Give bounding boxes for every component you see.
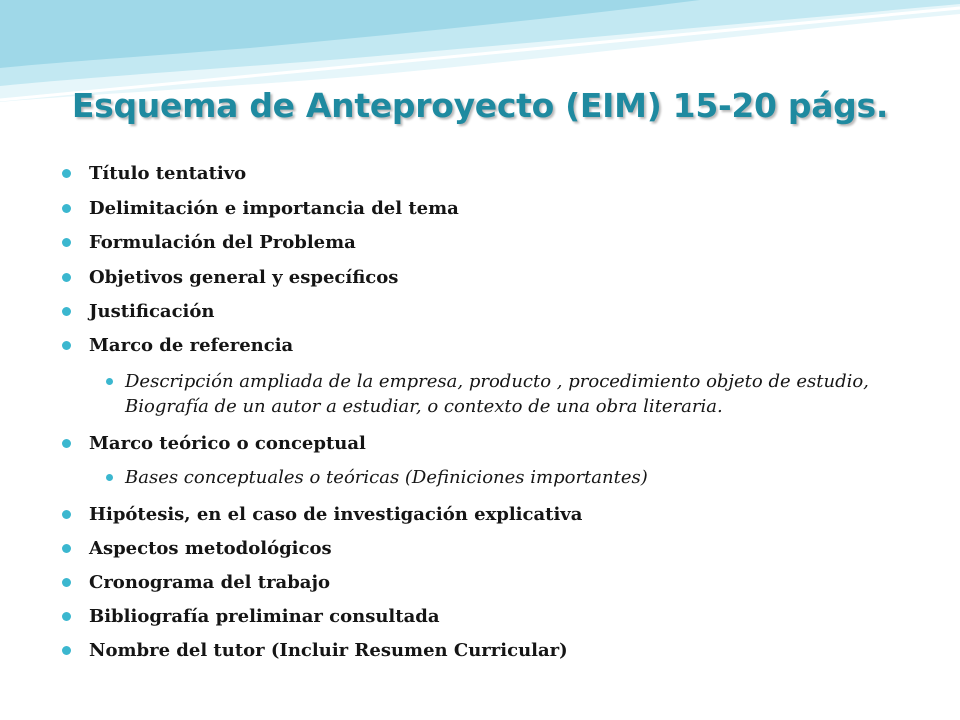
bullet-item: Aspectos metodológicos <box>89 536 889 561</box>
slide-title: Esquema de Anteproyecto (EIM) 15-20 págs. <box>71 86 889 125</box>
bullet-item: Nombre del tutor (Incluir Resumen Curricular) <box>89 638 889 663</box>
bullet-item: Marco teórico o conceptual <box>89 431 889 456</box>
bullet-dot-icon <box>62 341 71 350</box>
bullet-dot-icon <box>62 612 71 621</box>
sub-bullet-dot-icon <box>106 474 113 481</box>
bullet-dot-icon <box>62 544 71 553</box>
bullet-item: Delimitación e importancia del tema <box>89 196 889 221</box>
bullet-item: Marco de referencia <box>89 333 889 358</box>
bullet-dot-icon <box>62 439 71 448</box>
bullet-dot-icon <box>62 204 71 213</box>
bullet-dot-icon <box>62 646 71 655</box>
sub-bullet-item: Bases conceptuales o teóricas (Definiciones importantes) <box>125 465 895 490</box>
bullet-item: Bibliografía preliminar consultada <box>89 604 889 629</box>
bullet-dot-icon <box>62 578 71 587</box>
sub-bullet-dot-icon <box>106 378 113 385</box>
bullet-item: Cronograma del trabajo <box>89 570 889 595</box>
bullet-item: Justificación <box>89 299 889 324</box>
bullet-dot-icon <box>62 238 71 247</box>
bullet-item: Formulación del Problema <box>89 230 889 255</box>
bullet-dot-icon <box>62 273 71 282</box>
sub-bullet-item: Descripción ampliada de la empresa, producto , procedimiento objeto de estudio, Biografía de un autor a estudiar, o contexto de una obra literaria. <box>125 369 895 419</box>
bullet-item: Objetivos general y específicos <box>89 265 889 290</box>
bullet-dot-icon <box>62 307 71 316</box>
bullet-dot-icon <box>62 510 71 519</box>
bullet-item: Hipótesis, en el caso de investigación explicativa <box>89 502 889 527</box>
bullet-item: Título tentativo <box>89 161 889 186</box>
bullet-dot-icon <box>62 169 71 178</box>
